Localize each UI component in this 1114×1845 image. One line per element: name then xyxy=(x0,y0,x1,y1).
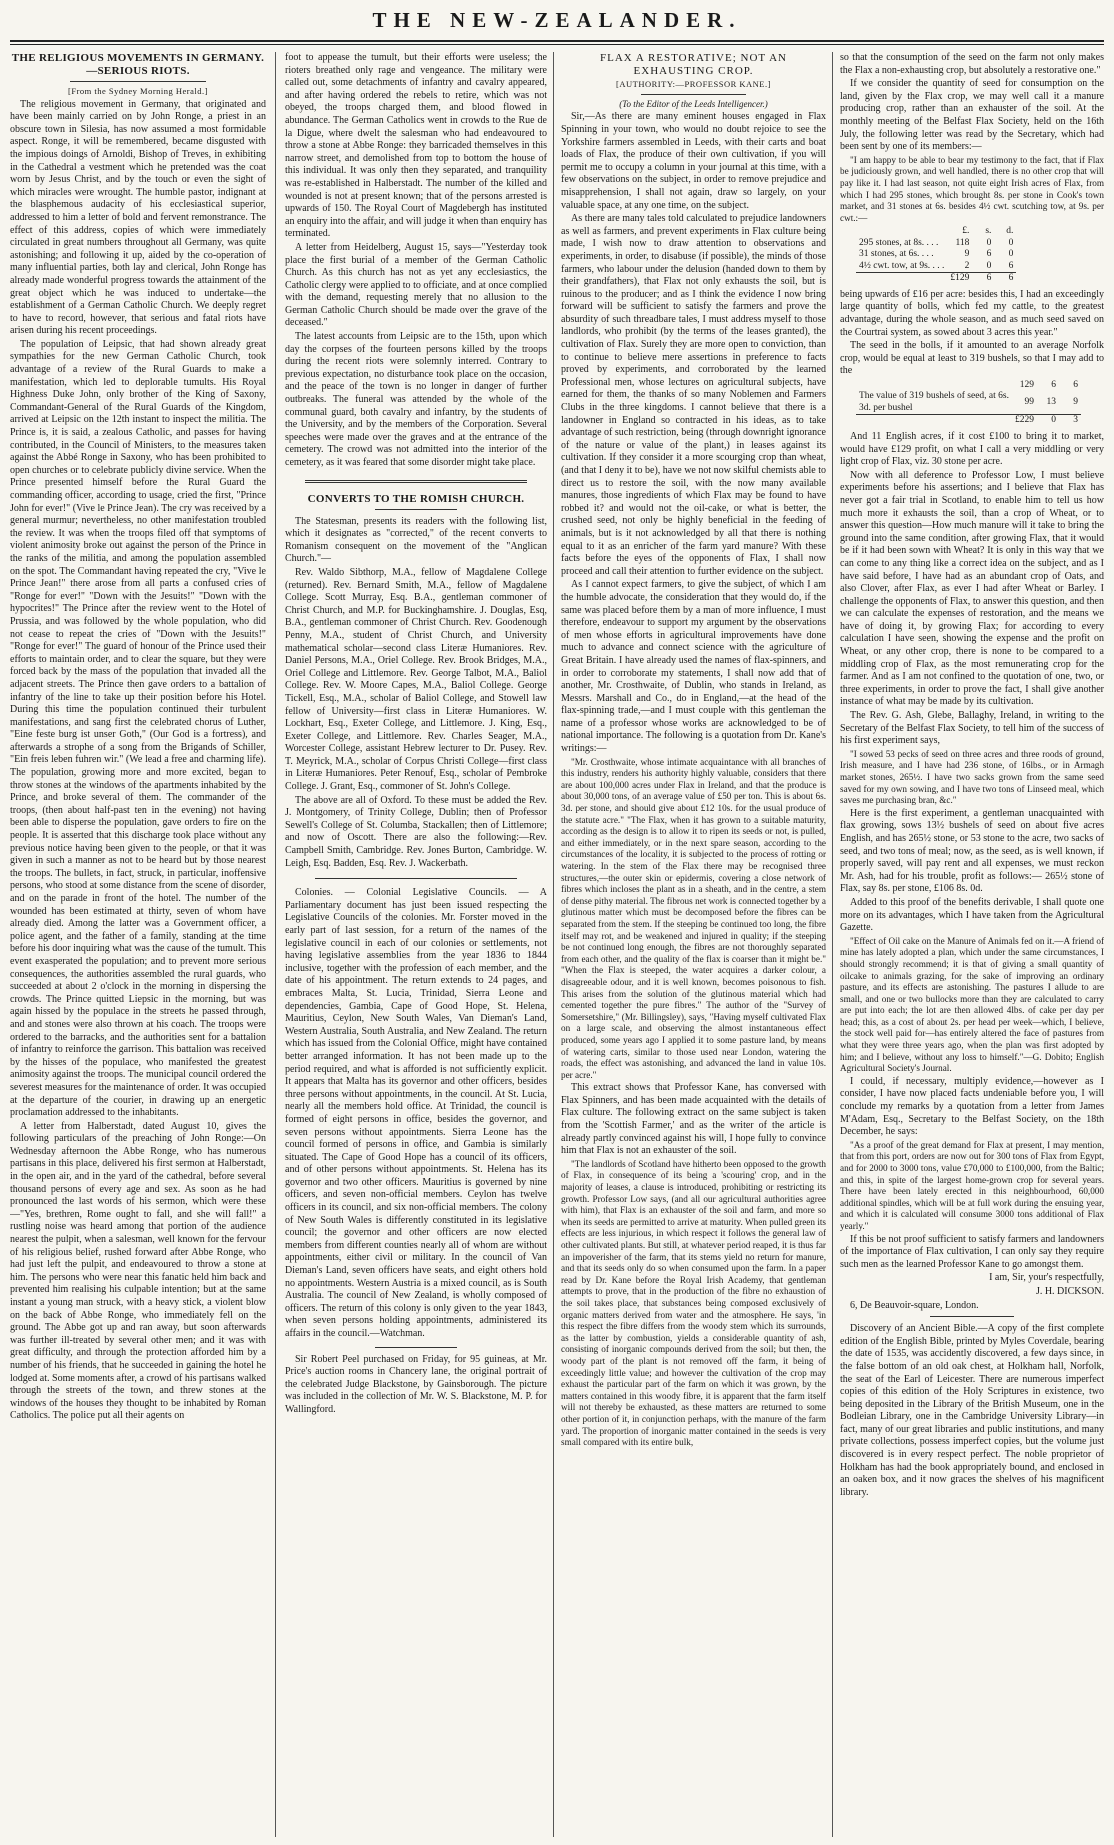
section-rule xyxy=(930,1316,1014,1317)
article-headline: FLAX A RESTORATIVE; NOT AN EXHAUSTING CROP. xyxy=(600,52,787,77)
quoted-passage: "The landlords of Scotland have hitherto been opposed to the growth of Flax, in consequence of its being a 'scouring' crop, and in the majority of leases, a clause is introduced, prohibiting or restricting its growth. Professor Low says, (and all our agricultural authorities agree with him), that Flax is an exhauster of the soil and farm, and more so when its seeds are permitted to arrive at maturity. When pulled green its effects are less injurious, in which respect it follows the general law of other cultivated plants. But still, at whatever period reaped, it is thus far an impoverisher of the farm, that its stems yield no return for manure, and that its seeds only do so when consumed upon the farm. In a paper read by Dr. Kane before the Royal Irish Academy, that gentleman attempts to prove, that in the production of the fibre no exhaustion of the soil takes place, that substances being composed exclusively of organic matters derived from water and the atmosphere. He says, 'in this respect the fibre differs from the woody stem which its surrounds, as the latter by combustion, yields a considerable quantity of ash, consisting of inorganic compounds derived from the soil; but then, the woody part of the plant is not removed off the farm, it being of exceedingly little value; and however the cultivation of the crop may exhaust the particular part of the farm on which it was grown, by the matters contained in this woody fibre, it is apparent that the farm itself will not thereby be exhausted, as these matters are returned to some other portion of it, in conjunction perhaps, with the manure of the farm yard. The proportion of inorganic matter contained in the seeds is very small compared with its entire bulk, xyxy=(561,1158,826,1448)
article-headline: CONVERTS TO THE ROMISH CHURCH. xyxy=(307,492,525,505)
article-paragraph: If we consider the quantity of seed for consumption on the land, given by the Flax crop, we may well call it a manure producing crop, rather than an exhauster of the soil. At the monthly meeting of the Belfast Flax Society, held on the 16th July, the following letter was read by the Secretary, which had been sent by one of its members:— xyxy=(840,78,1104,153)
article-paragraph: Discovery of an Ancient Bible.—A copy of the first complete edition of the English Bible, printed by Myles Coverdale, bearing the date of 1535, was accidently discovered, a few days since, in the false bottom of an old oak chest, at Holkham hall, Norfolk, the seat of the Earl of Leicester. There are numerous imperfect copies of this edition of the Holy Scriptures in existence, two being deposited in the Library of the British Museum, one in the Bodleian Library, one in the Cambridge University Library—in fact, many of our great libraries and public institutions, and many private collections, possess imperfect copies, but the volume just discovered is in every respect perfect. The noble proprietor of Holkham has had the book appropriately bound, and enclosed in an oaken box, and it now graces the shelves of his magnificent library. xyxy=(840,1323,1104,1498)
short-rule xyxy=(70,81,206,82)
table-row: The value of 319 bushels of seed, at 6s. 3d. per bushel 99 13 9 xyxy=(859,391,1078,413)
table-total-row: £229 0 3 xyxy=(856,415,1081,427)
article-authority: [AUTHORITY:—PROFESSOR KANE.] xyxy=(616,79,771,90)
article-paragraph: The Statesman, presents its readers with the following list, which it designates as "corrected," of the recent converts to Romanism consequent on the movement of the "Anglican Church."— xyxy=(285,515,547,565)
masthead-rule xyxy=(10,40,1104,42)
accounts-table xyxy=(856,226,1016,285)
article-paragraph: being upwards of £16 per acre: besides this, I had an exceedingly large quantity of bolls, which fed my cattle, to the greatest advantage, during the whole season, and as much seed saved on the Courtrai system, as sowed about 3 acres this year." xyxy=(840,288,1104,338)
quoted-passage: "As a proof of the great demand for Flax at present, I may mention, that from this port, orders are now out for 300 tons of Flax from Egypt, and for 2000 to 3000 tons, value £70,000 to £100,000, from the Baltic; and this, in spite of the largest home-grown crop for several years. There have been lately erected in this neighbourhood, 60,000 additional spindles, which will be at full work during the ensuing year, and which it is calculated will consume 3000 tons additional of Flax yearly." xyxy=(840,1139,1104,1231)
article-paragraph: I could, if necessary, multiply evidence,—however as I consider, I have now placed facts undeniable before you, I will conclude my remarks by a quotation from a letter from James M'Adam, Esq., Secretary to the Belfast Society, on the 18th December, he says: xyxy=(840,1075,1104,1138)
article-paragraph: Sir Robert Peel purchased on Friday, for 95 guineas, at Mr. Price's auction rooms in Chancery lane, the original portrait of the celebrated Judge Blackstone, by Gainsborough. The picture was included in the collection of Mr. W. S. Blackstone, M. P. for Wallingford. xyxy=(285,1353,547,1415)
column-1 xyxy=(10,52,266,1837)
masthead-rule-thin xyxy=(10,44,1104,45)
letter-address: 6, De Beauvoir-square, London. xyxy=(850,1299,979,1311)
column-2 xyxy=(285,52,547,1837)
table-header: d. xyxy=(1006,226,1014,237)
quoted-passage: "I am happy to be able to bear my testimony to the fact, that if Flax be judiciously grown, and well handled, there is no other crop that will pay like it. I had last season, not quite eight Irish acres of Flax, from which I had 295 stones, which brought 8s. per stone in Cook's town market, and 31 stones at 6s. besides 4½ cwt. scutching tow, at 9s. per cwt.:— xyxy=(840,154,1104,223)
editor-note: (To the Editor of the Leeds Intelligencer.) xyxy=(619,98,768,109)
article-paragraph: Colonies. — Colonial Legislative Councils. — A Parliamentary document has just been issued respecting the Legislative Councils of the colonies. Mr. Forster moved in the early part of last session, for a return of the names of the legislative council in each of our colonies or settlements, not having legislative assemblies from the year 1836 to 1844 inclusive, together with the profession of each member, and the date of his appointment. The return extends to 24 pages, and embraces Malta, St. Lucia, Trinidad, Sierra Leone and dependencies, Gambia, Cape of Good Hope, St. Helena, Mauritius, Ceylon, New South Wales, Van Dieman's Land, Western Australia, South Australia, and New Zealand. The return which has issued from the Colonial Office, might have contained better arranged information. It has not been made up to the period required, and what is afforded is not sufficiently explicit. It appears that Malta has its governor and other officers, besides three persons without appointments, in the council. At St. Lucia, nearly all the members hold office. At Trinidad, the council is formed of eight persons in office, besides the governor, and seven persons without appointments. Sierra Leone has the council formed of persons in office, and Gambia is similarly situated. The Cape of Good Hope has a council of its officers, and of other persons without appointments. St. Helena has its governor and two other officers. Mauritius is governed by nine officers, and seven non-official members. Ceylon has twelve officers in its council, and six non-official members. The colony of New South Wales is differently constituted in its legislative council; the governor and other officers are now elected members from different counties nearly all of whom are without appointments, either civil or military. In the council of Van Dieman's Land, seven officers have seats, and eight others hold no appointments. Western Austria is a mixed council, as is South Australia. The council of New Zealand, is wholly composed of officers. The return of this colony is only given to the year 1843, when seven persons holding appointments, administered its affairs in the council.—Watchman. xyxy=(285,887,547,1339)
column-4 xyxy=(840,52,1104,1837)
article-source: [From the Sydney Morning Herald.] xyxy=(68,86,208,96)
table-row: 295 stones, at 8s. . . . 118 0 0 xyxy=(859,237,1014,248)
article-paragraph: This extract shows that Professor Kane, has conversed with Flax Spinners, and has been made acquainted with the details of Flax culture. The following extract on the same subject is taken from the 'Scottish Farmer,' and as the writer of the article is already partly convinced against his will, I hope fully to convince him that Flax is not an exhauster of the soil. xyxy=(561,1082,826,1157)
letter-signature: J. H. DICKSON. xyxy=(1035,1285,1104,1297)
article-paragraph: If this be not proof sufficient to satisfy farmers and landowners of the importance of Flax cultivation, I can only say they require such men as the learned Professor Kane to go amongst them. xyxy=(840,1233,1104,1270)
article-paragraph: Rev. Waldo Sibthorp, M.A., fellow of Magdalene College (returned). Rev. Bernard Smith, M.A., fellow of Magdalene College. Scott Murray, Esq. B.A., gentleman commoner of Christ Church, and M.P. for Buckinghamshire. J. Douglas, Esq, B.A., gentleman commoner of Christ Church. Rev. Goodenough Penny, M.A., student of Christ Church, and University mathematical scholar—second class Literæ Humaniores. Rev. Daniel Persons, M.A., Oriel College. Rev. Brook Bridges, M.A., Oriel College and Littlemore. Rev. George Talbot, M.A., Baliol College. Rev. W. Moore Capes, M.A., Baliol College. George Tickell, Esq., M.A., scholar of Baliol College, and Stowell law fellow of University—first class in Literæ Humaniores. W. Lockhart, Esq., Exeter College, and Littlemore. J. King, Esq., Exeter College, and Littlemore. Rev. Charles Seager, M.A., Worcester College, assistant Hebrew lecturer to Dr. Pusey. Rev. T. Meyrick, M.A., scholar of Corpus Christi College—first class in Literæ Humaniores. Peter Renouf, Esq., scholar of Pembroke College. J. Grant, Esq., commoner of St. John's College. xyxy=(285,566,547,793)
article-paragraph: Here is the first experiment, a gentleman unacquainted with flax growing, sows 13½ bushels of seed on about five acres English, and has 265½ stone, or 53 stone to the acre, two sacks of seed, and two tons of meal; now, as the seed, as is well known, if properly saved, will pay rent and all expenses, we must reckon Mr. Ash, had for his trouble, profit as follows:— 265½ stone of Flax, say 8s. per stone, £106 8s. 0d. xyxy=(840,807,1104,895)
section-rule xyxy=(375,1347,457,1348)
article-paragraph: The latest accounts from Leipsic are to the 15th, upon which day the corpses of the fourteen persons killed by the troops during the recent riots were solemnly interred. Contrary to previous expectation, no disturbance took place on the occasion, and the peace of the town is no longer in danger of further outbreaks. The funeral was attended by the whole of the communal guard, both cavalry and infantry, by the students of the University, and by the members of the Corporation. Several speeches were made over the graves and at the entrance of the cemetery. The crowd was not admitted into the interior of the cemetery, as it was feared that some disorder might take place. xyxy=(285,331,547,468)
table-row: 31 stones, at 6s. . . . 9 6 0 xyxy=(859,249,1014,260)
article-paragraph: Now with all deference to Professor Low, I must believe experiments before his assertions; and I believe that Flax has never got a fair trial in Scotland, to enable him to tell us how much more it exhausts the soil, than a crop of Wheat, or to answer this question—How much manure will it take to bring the ground into the same condition, after growing Flax, that it would be if it had been sown with Wheat? It is only in this way that we can come to any thing like a correct idea on the subject, and as I have said before, I have had as an abundant crop of Oats, and also Clover, after Flax, as ever I had after Wheat or Barley. I challenge the opponents of Flax, to answer this question, and then we can calculate the expenses of restoration, and the means we have of doing it, by growing Flax; for according to every calculation I have seen, showing the expense and the profit on Wheat, or any other crop, there is none to be compared to a middling crop of Flax, as the most remunerating crop for the farmer. And as I am not confined to the quotation of one, two, or three experiments, in order to prove the fact, I shall give another instance of what may be made by its cultivation. xyxy=(840,469,1104,708)
quoted-passage: "I sowed 53 pecks of seed on three acres and three roods of ground, Irish measure, and I have had 236 stone, of 16lbs., or in Armagh market stones, 265½. I have two sacks grown from the same seed saved for my own sowing, and I have two tons of Linseed meal, which saves me purchasing bran, &c." xyxy=(840,748,1104,806)
article-paragraph: The seed in the bolls, if it amounted to an average Norfolk crop, would be equal at least to 319 bushels, so that I may add to the xyxy=(840,340,1104,377)
article-paragraph: The Rev. G. Ash, Glebe, Ballaghy, Ireland, in writing to the Secretary of the Belfast Flax Society, to tell him of the success of his first experiment says, xyxy=(840,710,1104,747)
column-divider xyxy=(275,52,276,1837)
letter-closing: I am, Sir, your's respectfully, xyxy=(989,1272,1104,1284)
article-paragraph: As I cannot expect farmers, to give the subject, of which I am the humble advocate, the consideration that they would do, if the same was placed before them by a man of more influence, I must therefore, endeavour to support my argument by the observations of men whose efforts in agricultural improvements have done much to advance and connect science with the agriculture of Great Britain. I have already used the names of flax-spinners, and in order to corroborate my statements, I shall now add that of another, Mr. Crosthwaite, of Dublin, who stands in Ireland, as Messrs. Marshall and Co., do in England,—at the head of the flax-spinning trade,—and I must couple with this gentleman the name of a professor whose works are acknowledged to be of national importance. The following is a quotation from Dr. Kane's writings:— xyxy=(561,579,826,755)
article-paragraph: foot to appease the tumult, but their efforts were useless; the rioters breathed only rage and vengeance. The military were called out, some detachments of infantry and cavalry appeared, and after having ordered the rebels to retire, which was not obeyed, the troops charged them, and blood flowed in abundance. The German Catholics went in crowds to the Rue de la Digue, where dwelt the salesman who had endeavoured to throw a stone at Abbe Ronge: they barricaded themselves in this narrow street, and demolished from top to bottom the house of this individual. It was only then they separated, and tranquility was re-established in Halberstadt. The number of the killed and wounded is not at present known; that of the persons arrested is upwards of 150. The Royal Court of Magdebergh has instituted an enquiry into the affair, and will judge it when than enquiry has terminated. xyxy=(285,52,547,240)
article-paragraph: Sir,—As there are many eminent houses engaged in Flax Spinning in your town, who would no doubt rejoice to see the Yorkshire farmers assembled in Leeds, with their carts and boat loads of Flax, the produce of their own cultivation, if you will permit me to occupy a column in your journal at this time, with a few observations on the subject, in order to remove prejudice and misapprehension, I shall not again, draw so largely, on your valuable space, at any one time, on the subject. xyxy=(561,111,826,211)
article-paragraph: As there are many tales told calculated to prejudice landowners as well as farmers, and prevent experiments in Flax culture being made, I wish now to draw attention to observations and experiments, in order, to disabuse (if possible), the minds of those farmers, who labour under the delusion (handed down to them by their grandfathers), that Flax not only exhausts the soil, but is ruinous to the producer; and as I think the evidence I now bring forward will be sufficient to satisfy the farmers and prove the absurdity of such threadbare tales, I must address myself to those landlords, who prohibit (by the terms of the leases granted), the cultivation of Flax. Surely they are more open to conviction, than to continue to believe mere assertions in preference to facts proved by experiments, and corroborated by the learned Professional men, whose lectures on agricultural subjects, have earned for them, the thanks of so many Noblemen and Farmers Clubs in the three kingdoms. I cannot believe that there is a landowner in England so contracted in his ideas, as to take advantage of such restriction, being (through downright ignorance of the nature or value of the plant,) in leases against its cultivation. If they consider it a more scourging crop than wheat, (and that I deny it to be), have we not now skilful chemists able to direct us to restore the soil, with the now many available manures, those ingredients of which Flax may be found to have robbed it? and would not the oil-cake, or what is better, the crushed seed, not only be highly beneficial in the feeding of animals, but is it not acknowledged by all that there is nothing equal to it as an enricher of the farm yard manure? With these facts before the eyes of the opponents of Flax, I shall now proceed and call their attention to further evidence on the subject. xyxy=(561,213,826,577)
article-paragraph: so that the consumption of the seed on the farm not only makes the Flax a non-exhausting crop, but absolutely a restorative one." xyxy=(840,52,1104,76)
article-paragraph: The religious movement in Germany, that originated and have been mainly carried on by John Ronge, a priest in an obscure town in Silesia, has now assumed a most formidable aspect. Ronge, it will be remembered, became disgusted with the impious doings of Arnoldi, Bishop of Treves, in exhibiting in the Cathedral a vestment which he pretended was the coat worn by Jesus Christ, and by the touch or even the sight of which miracles were wrought. The humble pastor, indignant at the blasphemous audacity of his ecclesiastical superior, addressed to him a letter of bold and fervent remonstrance. The effect of this address, copies of which were immediately circulated in great numbers throughout all Germany, was quite astonishing; and following it up, aided by the co-operation of many influential parties, both lay and clerical, John Ronge has already made wonderful progress towards the attainment of the great object which he was induced to undertake—the establishment of a German Catholic Church. We deeply regret to have to record, however, that serious and fatal riots have arisen during his recent proceedings. xyxy=(10,98,266,337)
article-paragraph: A letter from Halberstadt, dated August 10, gives the following particulars of the preaching of John Ronge:—On Wednesday afternoon the Abbe Ronge, who has numerous partisans in this place, delivered his first sermon at Halberstadt, in the open air, and in the yard of the cathedral, before several thousand persons of every age and sex. As soon as he had pronounced the last words of his sermon, which were these—"Yes, brethren, Rome ought to fall, and she will fall!" a rustling noise was heard among that portion of the audience nearest the pulpit, when a salesman, well known for the fervour of his religious belief, rushed forward after Abbe Ronge, who had just left the pulpit, and endeavoured to throw a stone at him. The persons who were near this fanatic held him back and prevented him realising his culpable intention; but at the same instant a young man struck, with a heavy stick, a violent blow on the back of Abbe Ronge, who immediately fell on the ground. The Abbe got up and ran away, but soon afterwards was further ill-treated by several other men; and it was with great difficulty, and through the protection afforded him by a number of his friends, that he succeeded in gaining the hotel he lodged at. Some moments after, a crowd of his partisans walked through the streets of the town, and threw stones at the windows of the houses they thought to be inhabited by Roman Catholics. The police put all their agents on xyxy=(10,1120,266,1422)
article-headline: THE RELIGIOUS MOVEMENTS IN GERMANY.—SERIOUS RIOTS. xyxy=(11,52,265,77)
column-3 xyxy=(561,52,826,1837)
table-header: £. xyxy=(962,226,970,237)
quoted-passage: "Mr. Crosthwaite, whose intimate acquaintance with all branches of this industry, renders his authority highly valuable, considers that there are about 100,000 acres under Flax in Ireland, and that the produce is about 30,000 tons, of an average value of £50 per ton. This is about 6s. 3d. per stone, and should give about £12 10s. for the usual produce of the statute acre." "The Flax, when it has grown to a suitable maturity, according as the design is to allow it to ripen its seeds or not, is pulled, and either immediately, or in the next spare season, according to the circumstances of the locality, it is subjected to the process of rotting or watering. In the stem of the Flax there may be recognised three structures,—the outer skin or epidermis, covering a close network of fibres which incloses the plant as in a sheath, and in the centre, a stem of dense pithy material. The fibrous net work is connected together by a glutinous matter which must be decomposed before the fibres can be separated from the stem. If the steeping be continued too long, the fibre itself may rot, and be weakened and injured in quality; if the steeping be not continued long enough, the fibres are not thoroughly separated from each other, and the quality of the flax is coarser than it might be." "When the Flax is steeped, the water acquires a darker colour, a disagreeable odour, and it is well known, becomes poisonous to fish. This arises from the solution of the glutinous material which had cemented together the pure fibres." The author of the "Survey of Somersetshire," (Mr. Billingsley), says, "Having myself cultivated Flax on a large scale, and observing the almost instantaneous effect produced, some years ago I applied it to some pasture land, by means of watering carts, similar to those used near London, watering the roads, the effect was astonishing, and advanced the land in value 10s. per acre." xyxy=(561,756,826,1080)
column-divider xyxy=(553,52,554,1837)
quoted-passage: "Effect of Oil cake on the Manure of Animals fed on it.—A friend of mine has lately adopted a plan, which under the same circumstances, I should strongly recommend; it is that of giving a small quantity of oilcake to animals grazing, for the sake of improving an ordinary pasture, and its effects are astonishing. The pastures I allude to are small, and one or two bullocks more than they are calculated to carry are put into each; the lot are then allowed 4lbs. of cake per day per head; this, as a cost of about 2s. per head per week—which, I believe, the stock well paid for—has entirely altered the face of pastures from what they were three years ago, when the plan was first adopted by him; and I believe, without any loss to himself."—G. Dobito; English Agricultural Society's Journal. xyxy=(840,935,1104,1074)
article-paragraph: The above are all of Oxford. To these must be added the Rev. J. Montgomery, of Trinity College, Dublin; then of Professor Sewell's College of St. Columba, Stackallen; then of Littlemore; and now of Oscott. There are also the following:—Rev. Campbell Smith, Cambridge. Rev. Jones Burton, Cambridge. W. Leigh, Esq. Badden, Esq. Rev. J. Wackerbath. xyxy=(285,794,547,869)
article-paragraph: And 11 English acres, if it cost £100 to bring it to market, would have £129 profit, on what I call a very middling or very light crop of Flax, viz. 30 stone per acre. xyxy=(840,430,1104,468)
article-paragraph: Added to this proof of the benefits derivable, I shall quote one more on its advantages, which I have taken from the Agricultural Gazette. xyxy=(840,896,1104,934)
short-rule xyxy=(375,509,457,510)
column-divider xyxy=(832,52,833,1837)
table-total-row: £129 6 6 xyxy=(856,273,1016,285)
table-header: s. xyxy=(985,226,992,237)
short-rule xyxy=(641,94,746,95)
article-paragraph: The population of Leipsic, that had shown already great sympathies for the new German Catholic Church, took advantage of a review of the Rural Guards to make a manifestation, which led to deplorable tumults. His Royal Highness Duke John, only brother of the King of Saxony, Commandant-General of the Rural Guards of the Kingdom, arrived at Leipsic on the 12th instant to inspect the militia. The Prince is, it is said, a zealous Catholic, and passes for having contributed, in the Council of Ministers, to the measures taken against the Abbé Ronge in Saxony, who has been prohibited to open churches or to celebrate publicly divine service. When the Prince presented himself before the Rural Guard the commanding officer, according to usage, cried the first, "Prince John for ever!" (Vive le Prince Jean). The cry was received by a general murmur; nevertheless, no other manifestation troubled the review. It was when the troops filed off that symptoms of violent animosity broke out against the person of the Prince in the ranks of the militia, and among the population assembled on the spot. The Commandant having repeated the cry, "Vive le Prince Jean!" there arose from all parts a confused cries of "Ronge for ever!" "Down with the Jesuits!" "Down with the hypocrites!" The Prince after the review went to the Hotel of Prussia, and was followed by the whole population, who did not cease to repeat the cries of "Down with the Jesuits!" "Ronge for ever!" The guard of honour of the Prince used their efforts to maintain order, and to clear the square, but they were forced back by the mass of the population that invaded all the adjacent streets. The Prince then gave orders to a battalion of infantry of the line to take up their position before his Hotel. During this time the population continued their turbulent manifestations, and sang first the celebrated chorus of Luther, "Eine feste burg ist unser Goth," (Our God is a fortress), and afterwards a strophe of a song from the Brigands of Schiller, "Ein freis leben fuhren wir." (We lead a free and charming life). The population, growing more and more excited, began to throw stones at the windows of the apartments inhabited by the Prince, and broke several of them. The commander of the troops, (then about half-past ten in the evening) not having been able to disperse the population, gave orders to fire on the people. It is asserted that this discharge took place without any previous notice having been given to the people, or that it was given in such a manner as not to be heard but by those nearest the troops. The bullets, in fact, struck, in particular, inoffensive persons, who stood at some distance from the scene of disorder, and on the parade in front of the hotel. The number of the wounded has been estimated at thirty, seven of whom have already died. Among the latter was a Government officer, a police agent, and the father of a family, standing at the time before his door inquiring what was the cause of the tumult. This event exasperated the population; and to prevent more serious consequences, the authorities assembled the rural guards, who succeeded at about 2 o'clock in the morning in dispersing the crowds. The Prince quitted Liepsic in the morning, but was again hissed by the populace in the streets he passed through, and and stones were also thrown at his coach. The troops were ordered to the barracks, and the authorities sent for a battalion of infantry to reinforce the garrison. This battalion was received by the hisses of the populace, who manifested the greatest animosity against the troops. The municipal council ordered the severest measures for the maintenance of order. It was occupied at the departure of the courier, in drawing up an energetic proclamation addressed to the inhabitants. xyxy=(10,338,266,1119)
article-paragraph: A letter from Heidelberg, August 15, says—"Yesterday took place the first burial of a member of the German Catholic Church. As this church has not as yet any ecclesiastics, the Catholic clergy were applied to to officiate, and at once complied with the demand, requesting merely that no allusion to the German Catholic Church should be made over the grave of the deceased." xyxy=(285,241,547,329)
section-rule xyxy=(315,878,517,879)
table-row: 129 6 6 xyxy=(1019,379,1078,390)
table-row: 4½ cwt. tow, at 9s. . . . 2 0 6 xyxy=(859,260,1014,271)
accounts-table xyxy=(856,380,1081,427)
section-rule xyxy=(305,480,527,483)
masthead-title: THE NEW-ZEALANDER. xyxy=(372,8,742,32)
